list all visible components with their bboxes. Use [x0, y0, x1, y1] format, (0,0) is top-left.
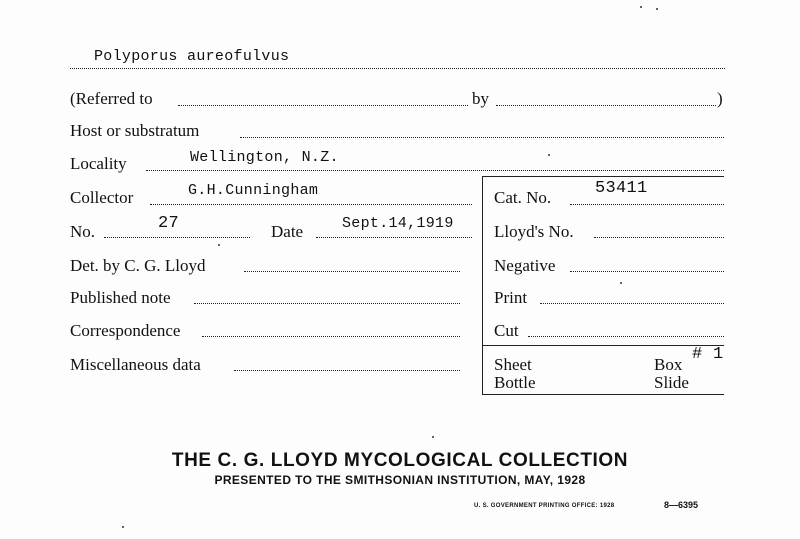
correspondence-label: Correspondence [70, 321, 181, 340]
cut-label: Cut [494, 321, 519, 340]
collector-value: G.H.Cunningham [188, 182, 319, 199]
sheet-label: Sheet [494, 355, 532, 374]
close-paren: ) [717, 89, 723, 108]
negative-label: Negative [494, 256, 556, 275]
scan-speck [432, 436, 434, 438]
published-note-label: Published note [70, 288, 171, 307]
host-label: Host or substratum [70, 121, 200, 140]
referred-to-line [178, 105, 468, 106]
collector-label: Collector [70, 188, 134, 207]
cat-no-line [570, 204, 724, 205]
locality-label: Locality [70, 154, 127, 173]
collector-line [150, 204, 472, 205]
locality-value: Wellington, N.Z. [190, 149, 339, 166]
referred-to-label: (Referred to [70, 89, 153, 108]
misc-data-line [234, 370, 460, 371]
scan-speck [620, 282, 622, 284]
misc-data-label: Miscellaneous data [70, 355, 201, 374]
by-line [496, 105, 716, 106]
no-line [104, 237, 250, 238]
det-by-label: Det. by C. G. Lloyd [70, 256, 206, 275]
no-label: No. [70, 222, 96, 241]
print-label: Print [494, 288, 528, 307]
scan-speck [656, 8, 658, 10]
slide-label: Slide [654, 373, 689, 392]
printing-office-note: U. S. GOVERNMENT PRINTING OFFICE: 1928 [474, 503, 615, 509]
lloyds-no-line [594, 237, 724, 238]
date-label: Date [271, 222, 304, 241]
cat-no-value: 53411 [595, 179, 648, 198]
published-note-line [194, 303, 460, 304]
scan-speck [218, 244, 220, 246]
scan-speck [548, 154, 550, 156]
collection-title: THE C. G. LLOYD MYCOLOGICAL COLLECTION [171, 450, 629, 471]
by-label: by [472, 89, 489, 108]
negative-line [570, 271, 724, 272]
box-label: Box [654, 355, 683, 374]
scan-speck [122, 526, 124, 528]
form-code: 8—6395 [664, 500, 699, 510]
det-by-line [244, 271, 460, 272]
cat-no-label: Cat. No. [494, 188, 552, 207]
lloyds-no-label: Lloyd's No. [494, 222, 574, 241]
print-line [540, 303, 724, 304]
host-line [240, 137, 724, 138]
cut-line [528, 336, 724, 337]
date-line [316, 237, 472, 238]
collection-subtitle: PRESENTED TO THE SMITHSONIAN INSTITUTION, MAY, 1928 [214, 473, 586, 487]
box-top-border [482, 176, 724, 177]
no-value: 27 [158, 214, 180, 233]
date-value: Sept.14,1919 [342, 215, 454, 232]
box-left-border [482, 176, 483, 394]
bottle-label: Bottle [494, 373, 536, 392]
species-name: Polyporus aureofulvus [94, 48, 290, 65]
box-value: # 1 [692, 345, 724, 364]
species-line [70, 68, 725, 69]
scan-speck [640, 6, 642, 8]
locality-line [146, 170, 724, 171]
box-divider [482, 345, 724, 346]
box-bottom-border [482, 394, 724, 395]
correspondence-line [202, 336, 460, 337]
